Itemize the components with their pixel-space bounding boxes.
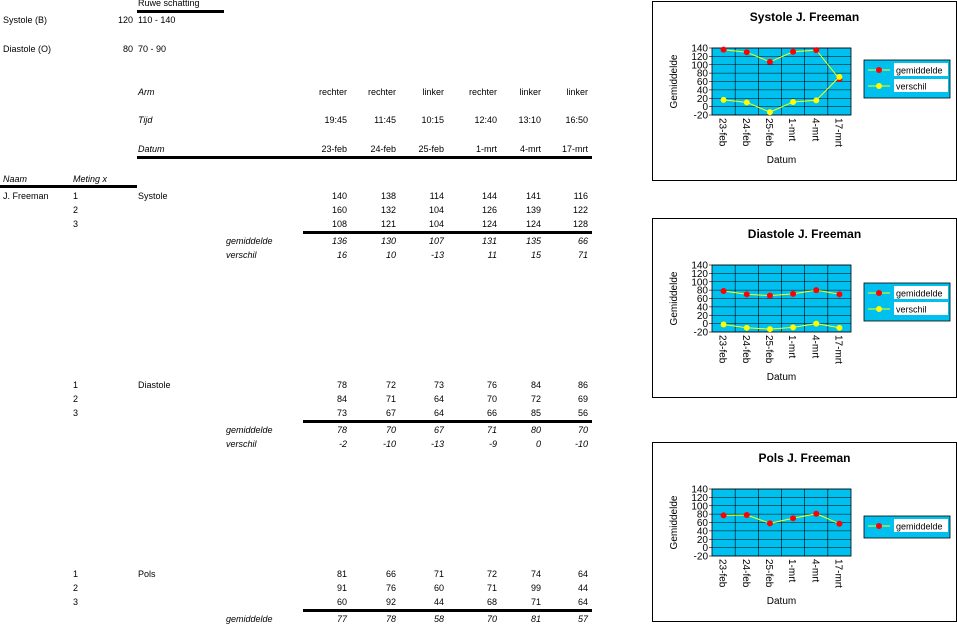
chart-title: Pols J. Freeman: [758, 451, 851, 465]
x-tick-label: 25-feb: [762, 335, 774, 364]
measure-number: 3: [73, 219, 79, 229]
avg-value: 131: [481, 236, 497, 246]
estimate-header-underline: [137, 10, 224, 13]
y-axis-title: Gemiddelde: [669, 495, 680, 550]
arm-cell: rechter: [367, 87, 396, 97]
group-label: Pols: [138, 569, 156, 579]
group-total-line: [303, 609, 592, 612]
avg-value: 71: [486, 425, 497, 435]
measure-value: 84: [336, 394, 347, 404]
measure-value: 108: [331, 219, 347, 229]
measure-value: 122: [572, 205, 588, 215]
data-point: [721, 97, 727, 103]
y-tick-label: 120: [691, 268, 708, 280]
legend-label: gemiddelde: [896, 288, 943, 299]
y-tick-label: 40: [696, 302, 708, 314]
data-point: [790, 49, 796, 55]
data-point: [767, 109, 773, 115]
diff-value: 16: [336, 250, 347, 260]
data-point: [790, 324, 796, 330]
arm-cell: linker: [422, 87, 444, 97]
measure-value: 71: [433, 569, 444, 579]
legend-label: gemiddelde: [896, 65, 943, 76]
measure-value: 73: [336, 408, 347, 418]
date-label: Datum: [138, 144, 165, 154]
measure-value: 73: [433, 380, 444, 390]
y-tick-label: 80: [696, 68, 708, 80]
date-row-underline: [137, 156, 592, 159]
date-cell: 4-mrt: [520, 144, 541, 154]
diff-value: 15: [530, 250, 541, 260]
y-tick-label: 100: [691, 501, 708, 513]
y-tick-label: 0: [702, 543, 708, 555]
data-point: [767, 59, 773, 65]
arm-cell: rechter: [318, 87, 347, 97]
y-tick-label: 140: [691, 260, 708, 272]
diff-label: verschil: [226, 439, 257, 449]
measure-value: 44: [577, 583, 588, 593]
diff-value: 11: [487, 250, 497, 260]
chart-pulse: [652, 442, 957, 622]
estimate-range-diastole: 70 - 90: [138, 44, 167, 54]
measure-value: 126: [481, 205, 497, 215]
measure-value: 68: [486, 597, 497, 607]
measure-value: 70: [486, 394, 497, 404]
x-tick-label: 24-feb: [739, 118, 751, 147]
measure-header: Meting x: [73, 174, 108, 184]
data-point: [721, 321, 727, 327]
measure-number: 1: [73, 569, 79, 579]
measure-number: 2: [73, 394, 79, 404]
x-tick-label: 25-feb: [762, 118, 774, 147]
x-tick-label: 4-mrt: [809, 335, 821, 359]
avg-value: 80: [530, 425, 541, 435]
diff-value: 71: [577, 250, 588, 260]
arm-label: Arm: [138, 87, 155, 97]
y-tick-label: 20: [696, 93, 708, 105]
chart-title: Systole J. Freeman: [749, 10, 860, 24]
y-tick-label: 100: [691, 60, 708, 72]
x-tick-label: 1-mrt: [786, 335, 798, 359]
x-tick-label: 17-mrt: [832, 118, 844, 147]
measure-value: 76: [486, 380, 497, 390]
chart-systole: [652, 1, 957, 181]
measure-value: 74: [530, 569, 541, 579]
x-tick-label: 17-mrt: [832, 559, 844, 588]
measure-value: 78: [336, 380, 347, 390]
x-tick-label: 23-feb: [716, 118, 728, 147]
y-axis-title: Gemiddelde: [669, 54, 680, 109]
measure-value: 72: [530, 394, 541, 404]
data-point: [744, 49, 750, 55]
avg-value: 70: [486, 614, 497, 624]
x-tick-label: 4-mrt: [809, 118, 821, 142]
diff-value: -13: [430, 439, 444, 449]
x-tick-label: 25-feb: [762, 559, 774, 588]
avg-value: 107: [428, 236, 444, 246]
measure-number: 2: [73, 583, 79, 593]
avg-value: 130: [380, 236, 396, 246]
data-point: [744, 99, 750, 105]
data-point: [744, 325, 750, 331]
estimate-label-diastole: Diastole (O): [3, 44, 52, 54]
legend-label: verschil: [896, 304, 927, 315]
measure-value: 72: [486, 569, 497, 579]
data-point: [836, 74, 842, 80]
data-point: [813, 97, 819, 103]
y-tick-label: 20: [696, 310, 708, 322]
arm-cell: rechter: [468, 87, 497, 97]
measure-value: 66: [486, 408, 497, 418]
data-point: [813, 47, 819, 53]
measure-value: 71: [486, 583, 497, 593]
data-point: [744, 512, 750, 518]
patient-name: J. Freeman: [3, 191, 49, 201]
diff-value: -2: [338, 439, 347, 449]
measure-value: 114: [429, 191, 444, 201]
group-label: Diastole: [138, 380, 171, 390]
measure-value: 69: [577, 394, 588, 404]
legend-marker: [876, 523, 882, 529]
measure-value: 138: [380, 191, 396, 201]
y-axis-title: Gemiddelde: [669, 271, 680, 326]
avg-value: 66: [577, 236, 588, 246]
measure-value: 160: [331, 205, 347, 215]
group-label: Systole: [138, 191, 168, 201]
y-tick-label: 60: [696, 518, 708, 529]
measure-value: 99: [530, 583, 541, 593]
x-tick-label: 1-mrt: [786, 118, 798, 142]
avg-value: 81: [530, 614, 541, 624]
measure-number: 3: [73, 597, 79, 607]
data-point: [767, 326, 773, 332]
time-cell: 19:45: [324, 115, 347, 125]
measure-value: 71: [530, 597, 541, 607]
measure-number: 3: [73, 408, 79, 418]
x-axis-title: Datum: [766, 155, 797, 166]
avg-label: gemiddelde: [226, 236, 273, 246]
y-tick-label: 60: [696, 77, 708, 88]
data-point: [813, 511, 819, 517]
avg-value: 135: [525, 236, 541, 246]
measure-value: 64: [577, 597, 588, 607]
diff-value: 0: [535, 439, 541, 449]
avg-label: gemiddelde: [226, 425, 273, 435]
measure-value: 56: [577, 408, 588, 418]
name-header: Naam: [3, 174, 28, 184]
measure-value: 104: [428, 219, 444, 229]
measure-value: 44: [433, 597, 444, 607]
measure-value: 81: [336, 569, 347, 579]
y-tick-label: 0: [702, 319, 708, 331]
measure-number: 1: [73, 191, 79, 201]
time-cell: 10:15: [421, 115, 444, 125]
time-cell: 12:40: [474, 115, 497, 125]
x-tick-label: 24-feb: [739, 335, 751, 364]
diff-value: -10: [574, 439, 588, 449]
y-tick-label: 140: [691, 43, 708, 55]
measure-value: 144: [481, 191, 497, 201]
y-tick-label: -20: [693, 551, 708, 563]
measure-value: 64: [433, 408, 444, 418]
y-tick-label: 80: [696, 509, 708, 521]
x-axis-title: Datum: [766, 596, 797, 607]
measure-value: 60: [336, 597, 347, 607]
y-tick-label: -20: [693, 110, 708, 122]
y-tick-label: 100: [691, 277, 708, 289]
measure-number: 2: [73, 205, 79, 215]
y-tick-label: 40: [696, 526, 708, 538]
estimate-label-systole: Systole (B): [3, 15, 48, 25]
data-point: [767, 293, 773, 299]
estimate-range-systole: 110 - 140: [138, 15, 176, 25]
y-tick-label: 80: [696, 285, 708, 297]
data-point: [721, 288, 727, 294]
data-point: [836, 291, 842, 297]
legend-label: verschil: [896, 81, 927, 92]
avg-value: 77: [336, 614, 347, 624]
y-tick-label: -20: [693, 327, 708, 339]
y-tick-label: 40: [696, 85, 708, 97]
arm-cell: linker: [566, 87, 588, 97]
time-cell: 16:50: [565, 115, 588, 125]
x-tick-label: 1-mrt: [786, 559, 798, 583]
y-tick-label: 140: [691, 484, 708, 496]
date-cell: 25-feb: [418, 144, 444, 154]
estimate-value-diastole: 80: [122, 44, 133, 54]
x-tick-label: 24-feb: [739, 559, 751, 588]
date-cell: 17-mrt: [561, 144, 588, 154]
y-tick-label: 120: [691, 51, 708, 63]
measure-value: 139: [525, 205, 541, 215]
measure-value: 86: [577, 380, 588, 390]
y-tick-label: 0: [702, 102, 708, 114]
avg-value: 78: [336, 425, 347, 435]
time-cell: 13:10: [518, 115, 541, 125]
measure-value: 72: [385, 380, 396, 390]
avg-value: 70: [577, 425, 588, 435]
x-tick-label: 4-mrt: [809, 559, 821, 583]
diff-value: -13: [430, 250, 444, 260]
time-cell: 11:45: [374, 115, 396, 125]
avg-label: gemiddelde: [226, 614, 273, 624]
measure-value: 92: [385, 597, 396, 607]
data-point: [767, 520, 773, 526]
avg-value: 67: [433, 425, 444, 435]
measure-value: 85: [530, 408, 541, 418]
y-tick-label: 120: [691, 492, 708, 504]
x-axis-title: Datum: [766, 372, 797, 383]
measure-value: 60: [433, 583, 444, 593]
data-point: [721, 512, 727, 518]
data-point: [744, 291, 750, 297]
x-tick-label: 23-feb: [716, 335, 728, 364]
measure-value: 124: [525, 219, 541, 229]
estimate-header: Ruwe schatting: [138, 0, 200, 8]
avg-value: 57: [577, 614, 588, 624]
avg-value: 58: [433, 614, 444, 624]
legend-marker: [876, 290, 882, 296]
legend-marker: [876, 83, 882, 89]
estimate-value-systole: 120: [117, 15, 133, 25]
measure-value: 132: [380, 205, 396, 215]
group-total-line: [303, 231, 592, 234]
date-cell: 1-mrt: [476, 144, 497, 154]
measure-value: 64: [577, 569, 588, 579]
x-tick-label: 17-mrt: [832, 335, 844, 364]
y-tick-label: 20: [696, 534, 708, 546]
measure-value: 84: [530, 380, 541, 390]
date-cell: 23-feb: [321, 144, 347, 154]
data-point: [813, 287, 819, 293]
data-point: [790, 291, 796, 297]
measure-number: 1: [73, 380, 79, 390]
legend-marker: [876, 306, 882, 312]
table-header-underline: [0, 185, 137, 188]
data-point: [790, 515, 796, 521]
time-label: Tijd: [138, 115, 153, 125]
y-tick-label: 60: [696, 294, 708, 305]
avg-value: 78: [385, 614, 396, 624]
measure-value: 64: [433, 394, 444, 404]
measure-value: 116: [573, 191, 588, 201]
measure-value: 104: [428, 205, 444, 215]
arm-cell: linker: [519, 87, 541, 97]
avg-value: 136: [331, 236, 347, 246]
legend-label: gemiddelde: [896, 521, 943, 532]
date-cell: 24-feb: [370, 144, 396, 154]
data-point: [813, 321, 819, 327]
measure-value: 91: [336, 583, 347, 593]
diff-value: 10: [385, 250, 396, 260]
measure-value: 121: [380, 219, 396, 229]
data-point: [721, 47, 727, 53]
measure-value: 128: [572, 219, 588, 229]
measure-value: 141: [525, 191, 541, 201]
diff-label: verschil: [226, 250, 257, 260]
data-point: [836, 325, 842, 331]
measure-value: 67: [385, 408, 396, 418]
measure-value: 76: [385, 583, 396, 593]
data-point: [836, 521, 842, 527]
avg-value: 70: [385, 425, 396, 435]
data-point: [790, 99, 796, 105]
measure-value: 140: [331, 191, 347, 201]
measure-value: 71: [385, 394, 396, 404]
x-tick-label: 23-feb: [716, 559, 728, 588]
measure-value: 124: [481, 219, 497, 229]
diff-value: -9: [488, 439, 497, 449]
legend-marker: [876, 67, 882, 73]
measure-value: 66: [385, 569, 396, 579]
chart-title: Diastole J. Freeman: [747, 227, 862, 241]
diff-value: -10: [382, 439, 396, 449]
chart-diastole: [652, 218, 957, 398]
group-total-line: [303, 420, 592, 423]
